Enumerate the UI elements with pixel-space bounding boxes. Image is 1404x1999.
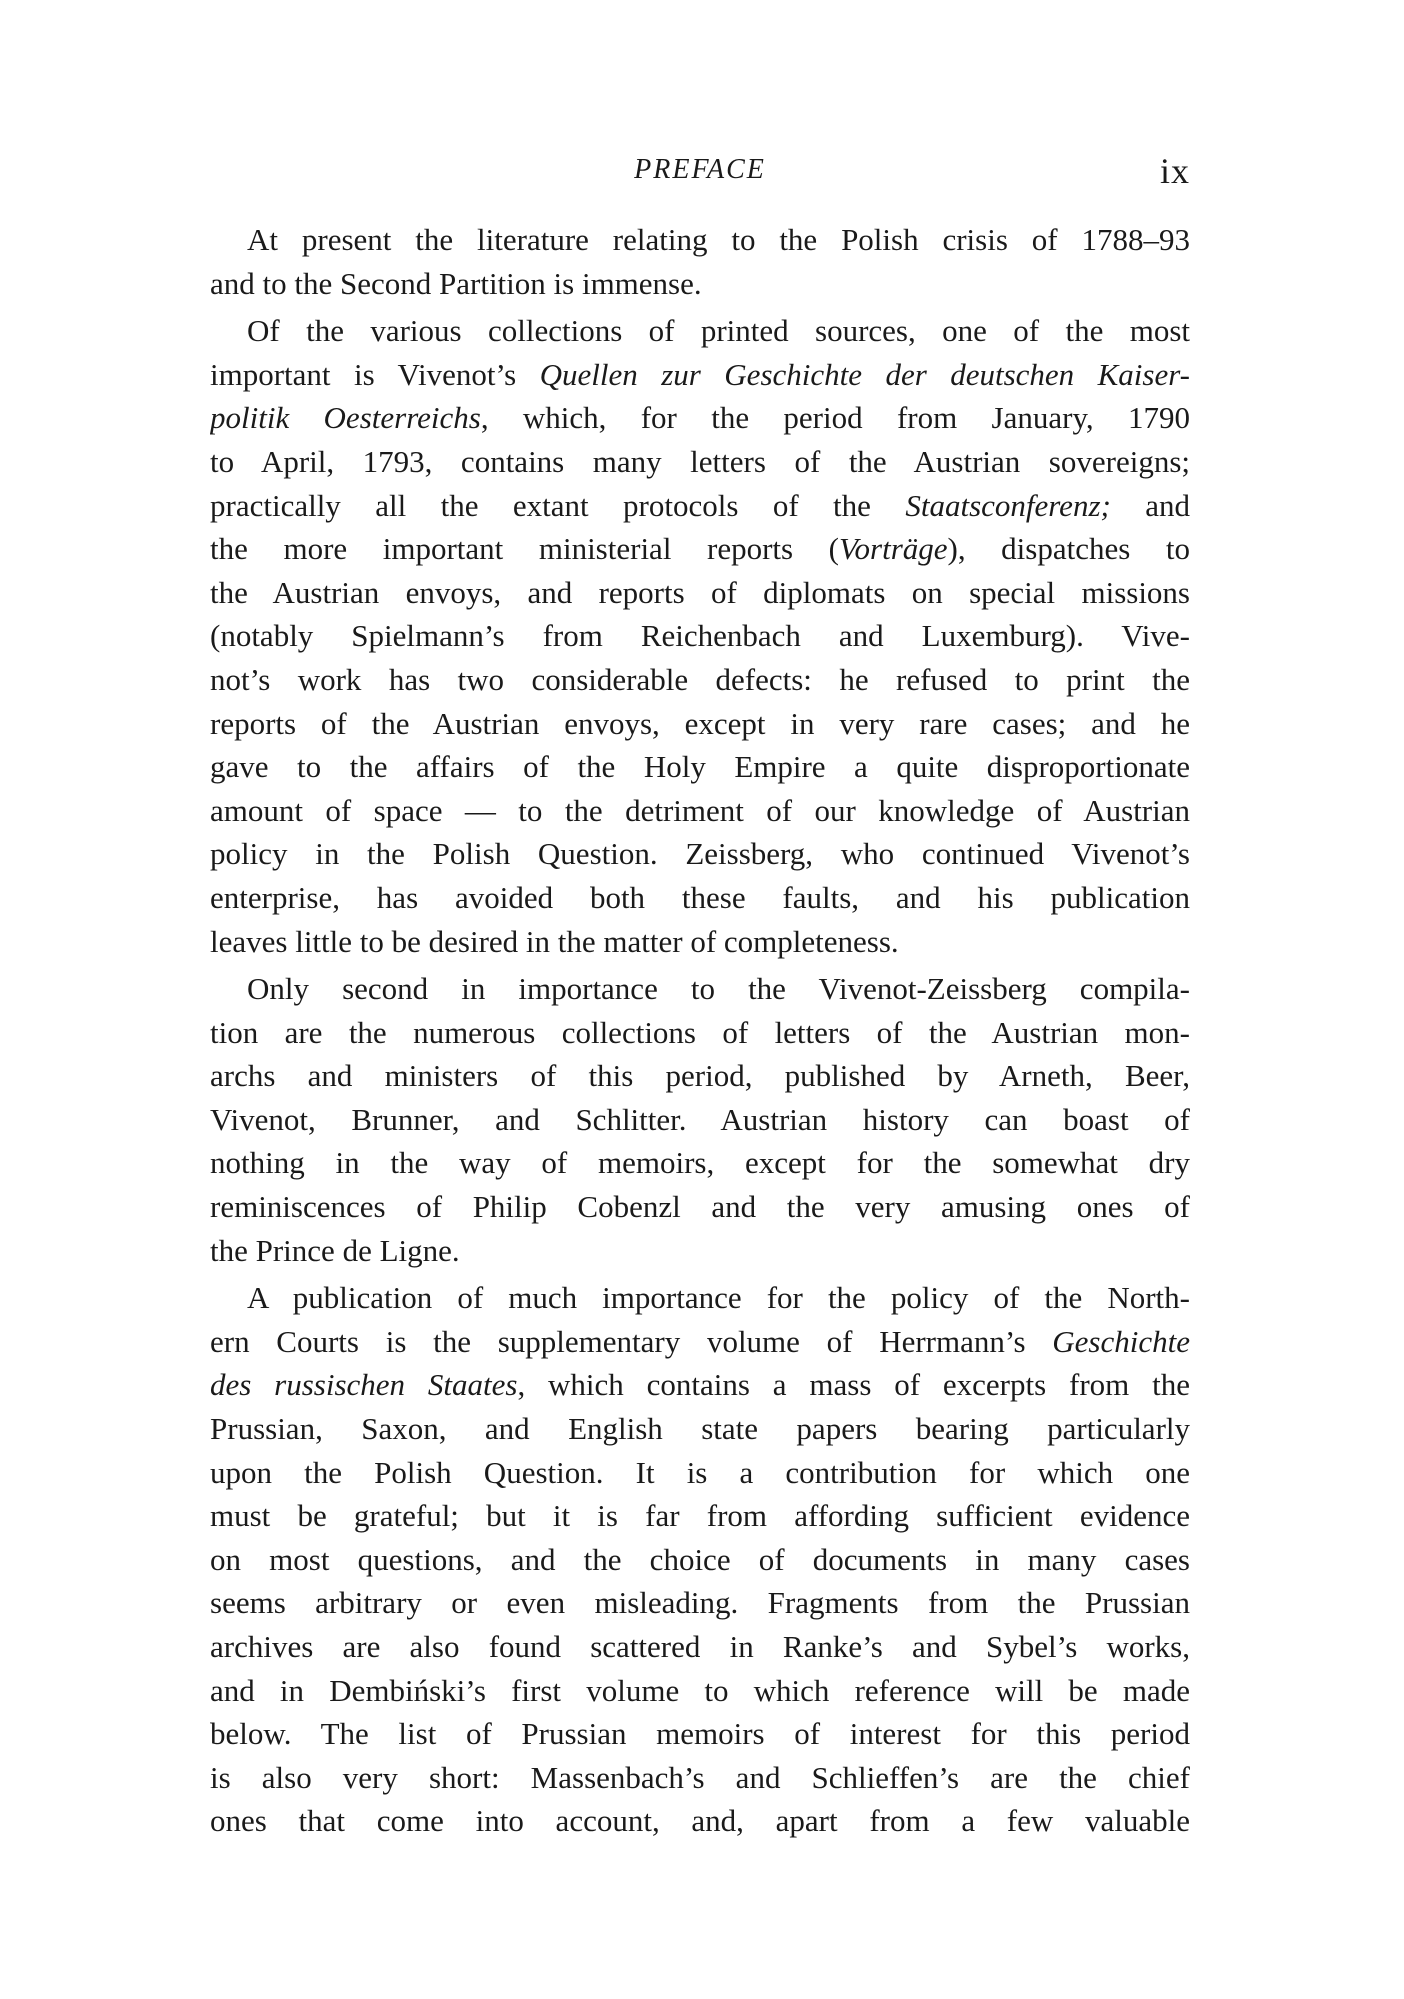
text-segment: and (1110, 487, 1190, 523)
text-line (210, 1669, 1190, 1713)
text-segment: upon the Polish Question. It is a contribution for which one (210, 1454, 1190, 1490)
running-head-title: PREFACE (634, 154, 766, 185)
text-line (210, 484, 1190, 528)
text-segment: reminiscences of Philip Cobenzl and the very amusing ones of (210, 1189, 1190, 1225)
text-line (210, 1538, 1190, 1582)
text-segment: archives are also found scattered in Ranke’s and Sybel’s works, (210, 1629, 1190, 1664)
text-segment: , which, for the period from January, 1790 (480, 400, 1190, 436)
text-line (210, 745, 1190, 789)
text-line (210, 876, 1190, 920)
text-segment: ), dispatches to (947, 531, 1190, 567)
text-line (210, 967, 1190, 1011)
text-line (210, 702, 1190, 746)
text-segment: on most questions, and the choice of documents in many cases (210, 1541, 1190, 1577)
italic-title: des russischen Staates (210, 1367, 518, 1403)
text-line (210, 218, 1190, 262)
text-segment: Only second in importance to the Vivenot-Zeissberg compila- (247, 971, 1190, 1007)
text-line (210, 1494, 1190, 1538)
text-line (210, 1011, 1190, 1055)
text-segment: practically all the extant protocols of the (210, 487, 906, 523)
text-segment: amount of space — to the detriment of our knowledge of Austrian (210, 792, 1190, 828)
text-segment: the Austrian envoys, and reports of diplomats on special missions (210, 574, 1190, 610)
text-segment: Prussian, Saxon, and English state papers bearing particularly (210, 1411, 1190, 1447)
text-line (210, 527, 1190, 571)
text-line (210, 1625, 1190, 1669)
text-segment: Vivenot, Brunner, and Schlitter. Austrian history can boast of (210, 1101, 1190, 1137)
text-line (210, 1229, 1190, 1273)
text-segment: must be grateful; but it is far from affording sufficient evidence (210, 1498, 1190, 1534)
text-line (210, 832, 1190, 876)
text-segment: is also very short: Massenbach’s and Schlieffen’s are the chief (210, 1759, 1190, 1795)
text-line (210, 1581, 1190, 1625)
text-line (210, 1185, 1190, 1229)
text-segment: archs and ministers of this period, published by Arneth, Beer, (210, 1058, 1190, 1094)
text-segment: Of the various collections of printed sources, one of the most (247, 313, 1190, 349)
text-segment: the more important ministerial reports ( (210, 531, 840, 567)
text-line (210, 1712, 1190, 1756)
italic-title: Vorträge (839, 531, 948, 567)
italic-title: Quellen zur Geschichte der deutschen Kaiser- (539, 356, 1190, 392)
running-head (210, 150, 1190, 200)
text-segment: leaves little to be desired in the matter of completeness. (210, 923, 899, 959)
paragraph (210, 309, 1190, 963)
text-segment: important is Vivenot’s (210, 356, 540, 392)
text-line (210, 1141, 1190, 1185)
text-segment: not’s work has two considerable defects: he refused to print the (210, 661, 1190, 697)
paragraph (210, 218, 1190, 305)
text-line (210, 1363, 1190, 1407)
italic-title: Staatsconferenz; (905, 487, 1111, 523)
text-segment: reports of the Austrian envoys, except in very rare cases; and he (210, 705, 1190, 741)
text-segment: policy in the Polish Question. Zeissberg, who continued Vivenot’s (210, 836, 1190, 872)
text-segment: the Prince de Ligne. (210, 1232, 460, 1268)
text-line (210, 1407, 1190, 1451)
text-line (210, 353, 1190, 397)
text-line (210, 614, 1190, 658)
page-number: ix (1159, 151, 1190, 191)
body-text (210, 218, 1190, 1843)
text-line (210, 1054, 1190, 1098)
text-segment: below. The list of Prussian memoirs of interest for this period (210, 1716, 1190, 1752)
italic-title: Geschichte (1052, 1323, 1190, 1359)
text-line (210, 262, 1190, 306)
text-line (210, 1799, 1190, 1843)
text-line (210, 571, 1190, 615)
text-segment: and in Dembiński’s first volume to which reference will be made (210, 1672, 1190, 1708)
text-line (210, 1276, 1190, 1320)
italic-title: politik Oesterreichs (210, 400, 481, 436)
text-segment: ern Courts is the supplementary volume of Herrmann’s (210, 1323, 1053, 1359)
text-line (210, 309, 1190, 353)
text-line (210, 658, 1190, 702)
text-segment: enterprise, has avoided both these faults, and his publication (210, 879, 1190, 915)
text-segment: nothing in the way of memoirs, except for the somewhat dry (210, 1145, 1190, 1181)
text-segment: ones that come into account, and, apart from a few valuable (210, 1803, 1190, 1839)
text-line (210, 440, 1190, 484)
text-segment: (notably Spielmann’s from Reichenbach and Luxemburg). Vive- (210, 618, 1190, 654)
text-segment: gave to the affairs of the Holy Empire a quite disproportionate (210, 749, 1190, 785)
text-segment: and to the Second Partition is immense. (210, 265, 702, 301)
text-segment: , which contains a mass of excerpts from the (517, 1367, 1190, 1403)
text-line (210, 1756, 1190, 1800)
text-segment: At present the literature relating to the Polish crisis of 1788–93 (247, 222, 1190, 257)
text-line (210, 1098, 1190, 1142)
text-line (210, 789, 1190, 833)
text-segment: tion are the numerous collections of letters of the Austrian mon- (210, 1014, 1190, 1050)
text-segment: to April, 1793, contains many letters of the Austrian sovereigns; (210, 443, 1190, 479)
text-line (210, 1451, 1190, 1495)
text-line (210, 396, 1190, 440)
paragraph (210, 967, 1190, 1272)
paragraph (210, 1276, 1190, 1843)
text-line (210, 920, 1190, 964)
text-line (210, 1320, 1190, 1364)
text-segment: seems arbitrary or even misleading. Fragments from the Prussian (210, 1585, 1190, 1621)
text-segment: A publication of much importance for the policy of the North- (247, 1280, 1190, 1316)
